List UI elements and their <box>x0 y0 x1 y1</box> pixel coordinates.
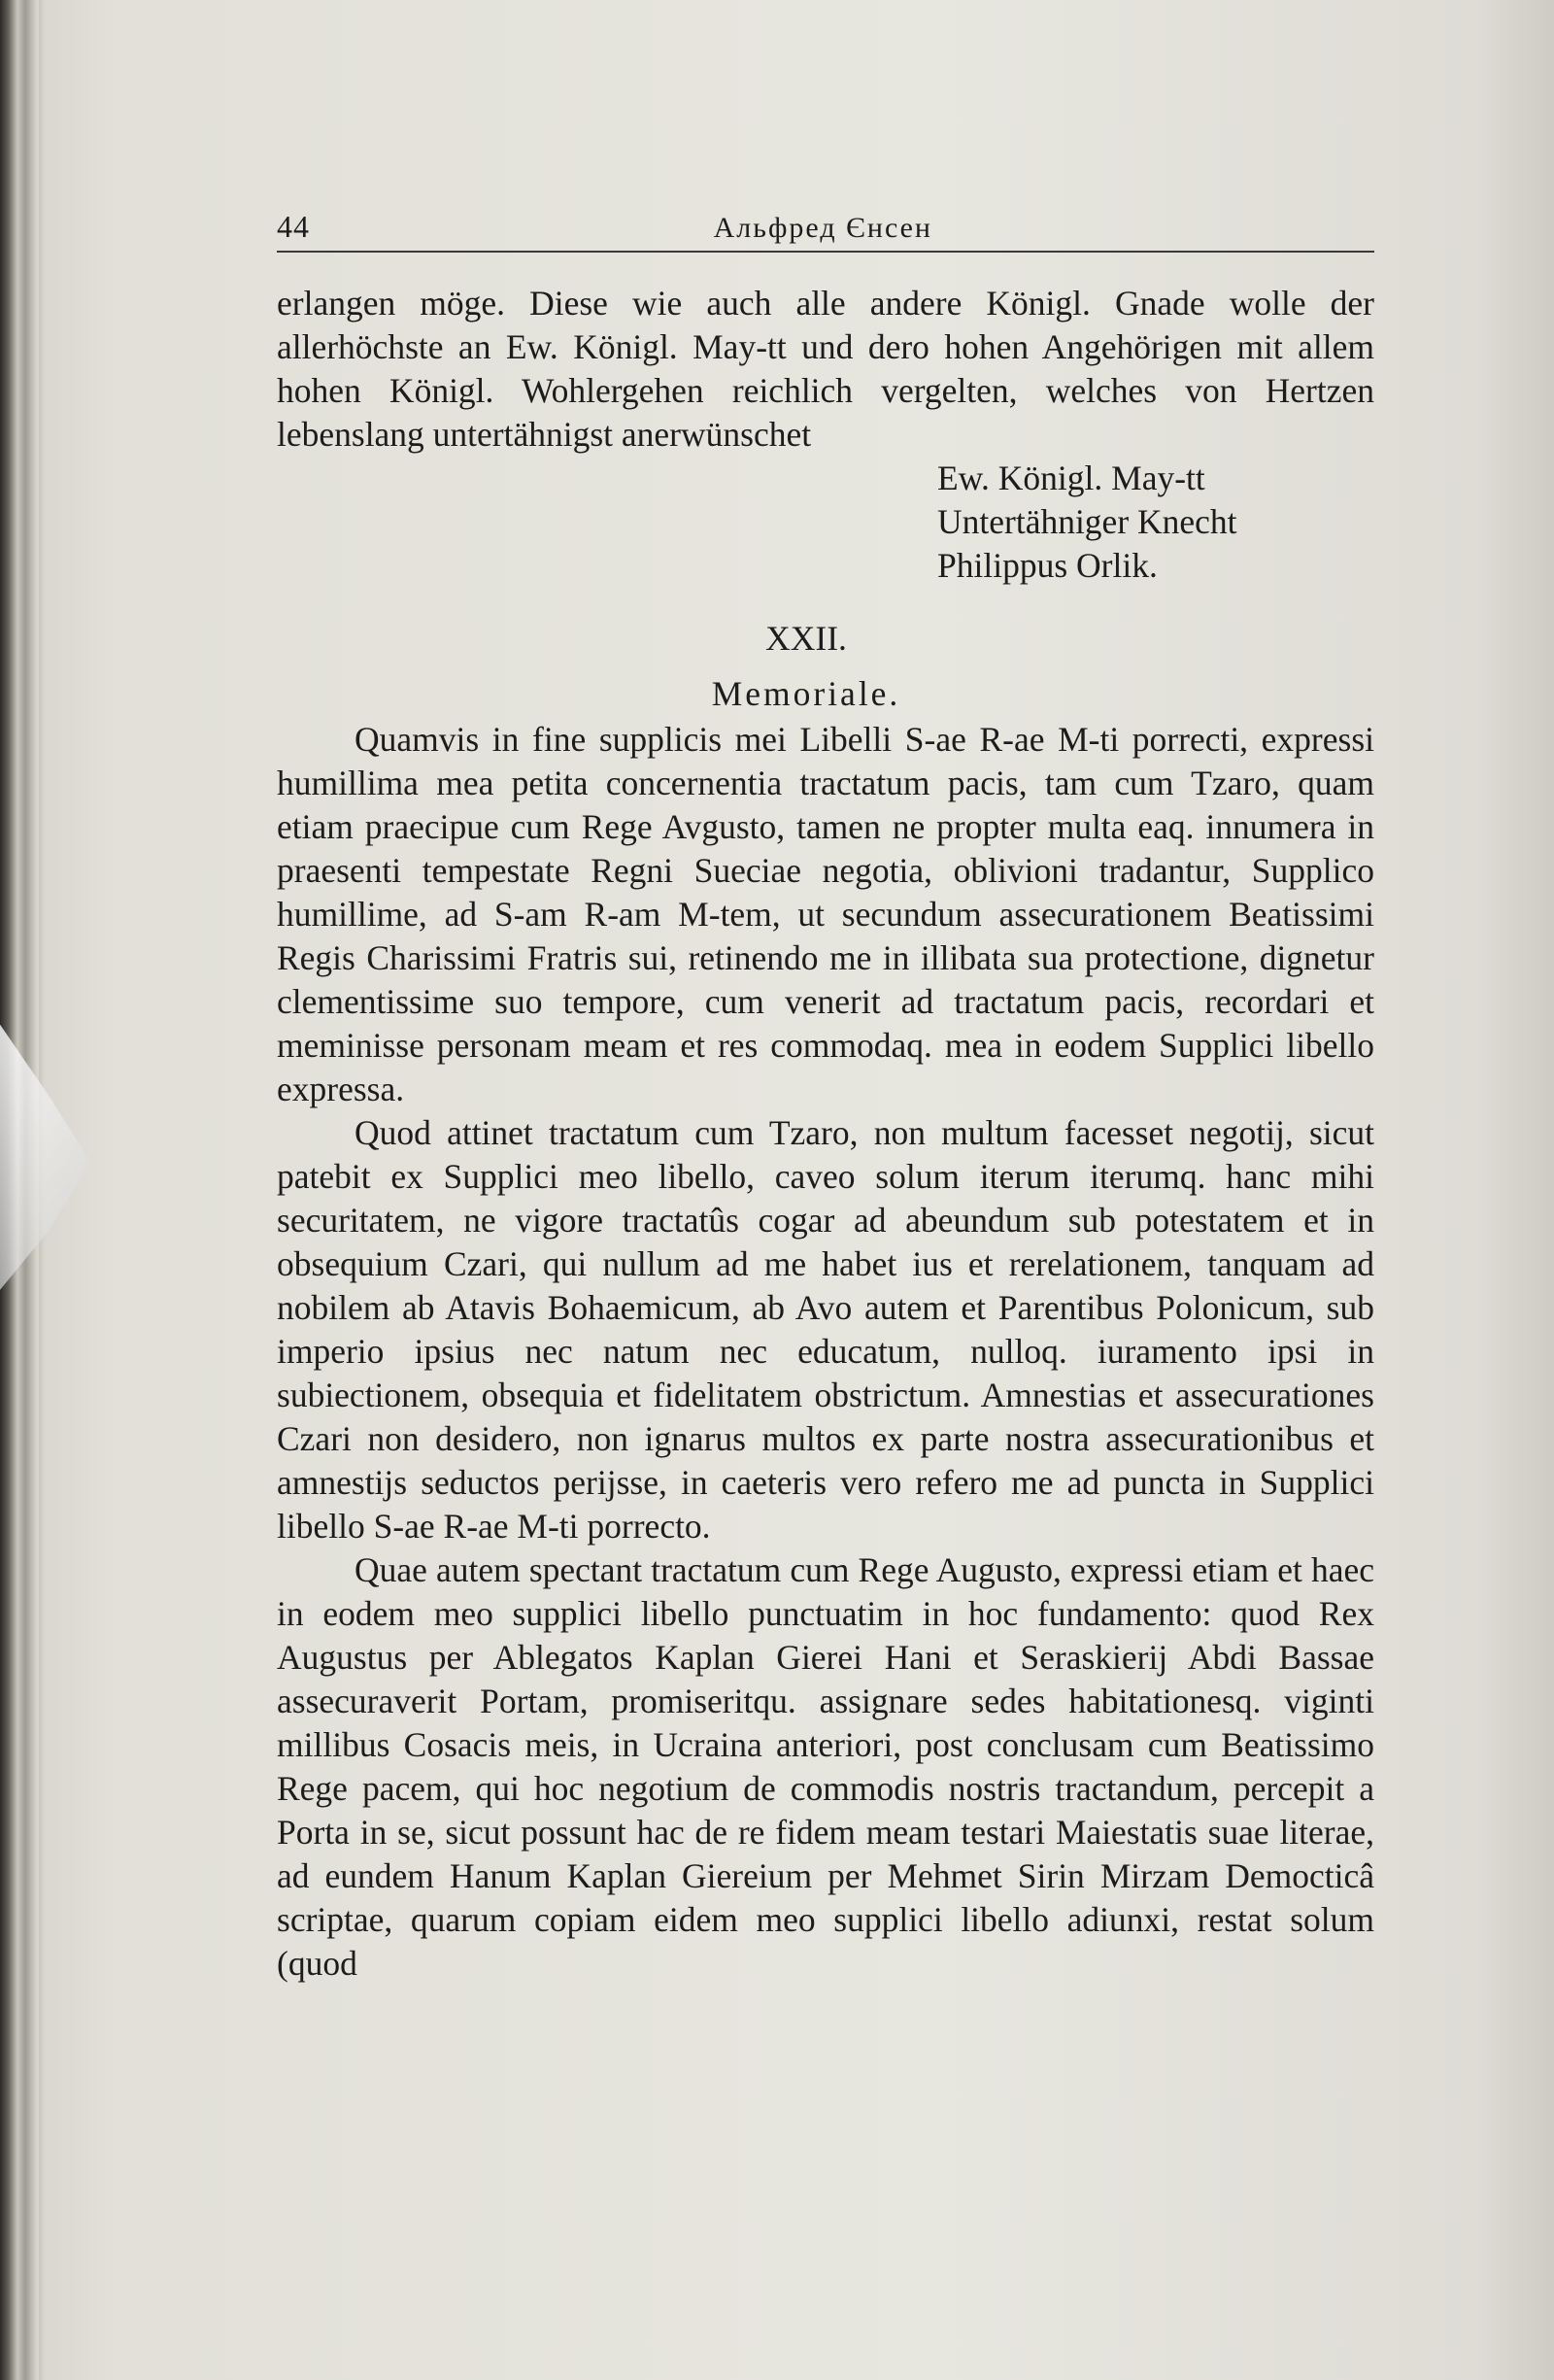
page-tab-marker <box>0 1010 99 1302</box>
opening-paragraph: erlangen möge. Diese wie auch alle andere Königl. Gnade wolle der allerhöchste an Ew. Königl. May-tt und dero hohen Angehörigen mit allem hohen Königl. Wohlergehen reichlich vergelten, welches von Hertzen lebenslang untertähnigst anerwünschet <box>277 284 1374 454</box>
page-number: 44 <box>277 209 310 244</box>
letter-closing <box>937 457 1374 588</box>
closing-line-3: Philippus Orlik. <box>937 546 1158 585</box>
section-title: Memoriale. <box>711 674 901 713</box>
body-paragraph-3: Quae autem spectant tractatum cum Rege Augusto, expressi etiam et haec in eodem meo supplici libello punctuatim in hoc fundamento: quod Rex Augustus per Ablegatos Kaplan Gierei Hani et Seraskierij Abdi Bassae assecuraverit Portam, promiseritqu. assignare sedes habitationesq. viginti millibus Cosacis meis, in Ucraina anteriori, post conclusam cum Beatissimo Rege pacem, qui hoc negotium de commodis nostris tractandum, percepit a Porta in se, sicut possunt hac de re fidem meam testari Maiestatis suae literae, ad eundem Hanum Kaplan Giereium per Mehmet Sirin Mirzam Democticâ scriptae, quarum copiam eidem meo supplici libello adiunxi, restat solum (quod <box>277 1550 1374 1983</box>
running-header <box>277 194 1374 253</box>
body-paragraph-1: Quamvis in fine supplicis mei Libelli S-ae R-ae M-ti porrecti, expressi humillima mea petita concernentia tractatum pacis, tam cum Tzaro, quam etiam praecipue cum Rege Avgusto, tamen ne propter multa eaq. innumera in praesenti tempestate Regni Sueciae negotia, oblivioni tradantur, Supplico humillime, ad S-am R-am M-tem, ut secundum assecurationem Beatissimi Regis Charissimi Fratris sui, retinendo me in illibata sua protectione, dignetur clementissime suo tempore, cum venerit ad tractatum pacis, recordari et meminisse personam meam et res commodaq. mea in eodem Supplici libello expressa. <box>277 720 1374 1108</box>
body-paragraph-2: Quod attinet tractatum cum Tzaro, non multum facesset negotij, sicut patebit ex Supplici meo libello, caveo solum iterum iterumq. hanc mihi securitatem, ne vigore tractatûs cogar ad abeundum sub potestatem et in obsequium Czari, qui nullum ad me habet ius et rerelationem, tanquam ad nobilem ab Atavis Bohaemicum, ab Avo autem et Parentibus Polonicum, sub imperio ipsius nec natum nec educatum, nulloq. iuramento ipsi in subiectionem, obsequia et fidelitatem obstrictum. Amnestias et assecurationes Czari non desidero, non ignarus multos ex parte nostra assecurationibus et amnestijs seductos perijsse, in caeteris vero refero me ad puncta in Supplici libello S-ae R-ae M-ti porrecto. <box>277 1113 1374 1546</box>
page-content <box>277 194 1374 1986</box>
closing-line-2: Untertähniger Knecht <box>937 502 1237 541</box>
header-title: Альфред Єнсен <box>713 212 932 244</box>
closing-line-1: Ew. Königl. May-tt <box>937 459 1205 497</box>
section-number: XXII. <box>765 619 847 658</box>
